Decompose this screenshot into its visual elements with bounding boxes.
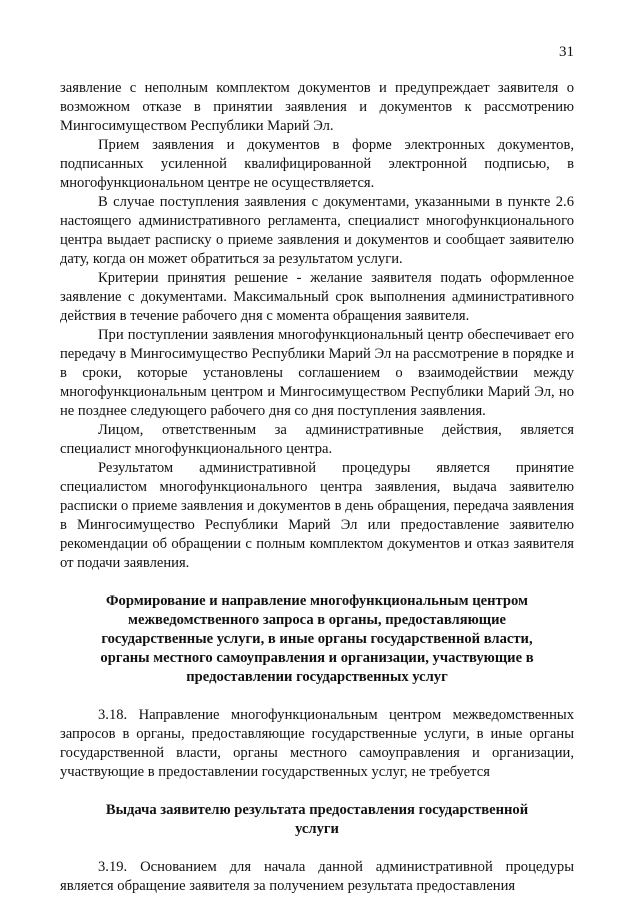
- paragraph-3-18: 3.18. Направление многофункциональным центром межведомственных запросов в органы, предоставляющие государственные услуги, в иные органы государственной власти, органы местного самоуправления и организации, участвующие в предоставлении государственных услуг, не требуется: [60, 707, 574, 780]
- document-page: [60, 0, 574, 904]
- paragraph-3-19: 3.19. Основанием для начала данной административной процедуры является обращение заявителя за получением результата предоставления: [60, 859, 574, 894]
- paragraph-decision-criteria: Критерии принятия решение - желание заявителя подать оформленное заявление с документами. Максимальный срок выполнения административного действия в течение рабочего дня с момента обращения заявителя.: [60, 270, 574, 324]
- paragraph-continuation: заявление с неполным комплектом документов и предупреждает заявителя о возможном отказе в принятии заявления и документов к рассмотрению Мингосимуществом Республики Марий Эл.: [60, 80, 574, 134]
- paragraph-electronic-documents: Прием заявления и документов в форме электронных документов, подписанных усиленной квалифицированной электронной подписью, в многофункциональном центре не осуществляется.: [60, 137, 574, 191]
- paragraph-receipt-issuance: В случае поступления заявления с документами, указанными в пункте 2.6 настоящего административного регламента, специалист многофункционального центра выдает расписку о приеме заявления и документов и сообщает заявителю дату, когда он может обратиться за результатом услуги.: [60, 194, 574, 267]
- section-heading-result-issuance: Выдача заявителю результата предоставления государственной услуги: [105, 802, 529, 837]
- paragraph-transfer-to-ministry: При поступлении заявления многофункциональный центр обеспечивает его передачу в Мингосимущество Республики Марий Эл на рассмотрение в порядке и в сроки, которые установлены соглашением о взаимодействии между многофункциональным центром и Мингосимуществом Республики Марий Эл, но не позднее следующего рабочего дня со дня поступления заявления.: [60, 327, 574, 419]
- section-heading-interagency-request: Формирование и направление многофункциональным центром межведомственного запроса в органы, предоставляющие государственные услуги, в иные органы государственной власти, органы местного самоуправления и организации, участвующие в предоставлении государственных услуг: [100, 593, 534, 685]
- paragraph-responsible-person: Лицом, ответственным за административные действия, является специалист многофункционального центра.: [60, 422, 574, 457]
- page-number: 31: [559, 44, 574, 60]
- document-body: [60, 79, 574, 896]
- paragraph-procedure-result: Результатом административной процедуры является принятие специалистом многофункционального центра заявления, выдача заявителю расписки о приеме заявления и документов в день обращения, передача заявления в Мингосимущество Республики Марий Эл или предоставление заявителю рекомендации об обращении с полным комплектом документов и отказ заявителя от подачи заявления.: [60, 460, 574, 571]
